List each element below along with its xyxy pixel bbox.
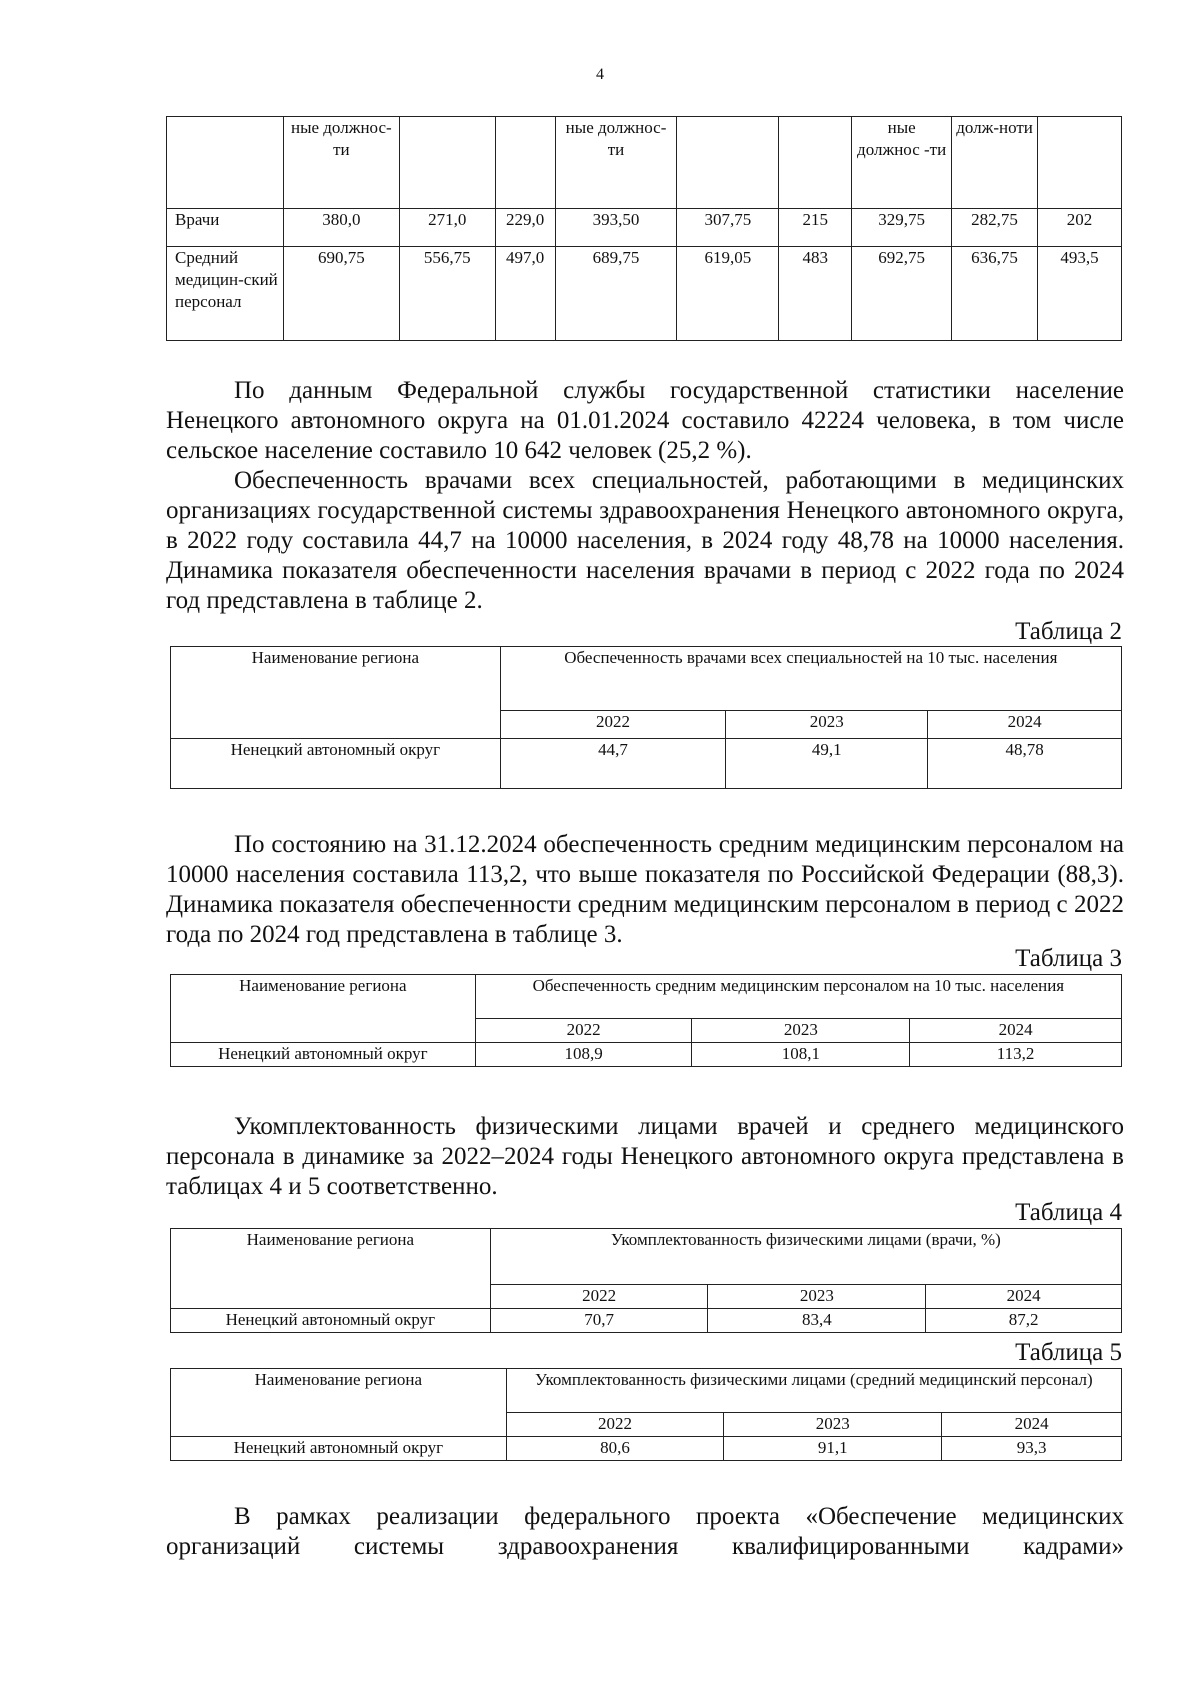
table-cell: 690,75 (283, 247, 399, 341)
table-cell: 282,75 (952, 209, 1038, 247)
year-header: 2024 (910, 1019, 1122, 1043)
paragraph-population: По данным Федеральной службы государственной статистики население Ненецкого автономного округа на 01.01.2024 составило 42224 человека, в том числе сельское население составило 10 642 человек (25,2 %). (166, 377, 1124, 464)
table-caption: Таблица 4 (1015, 1199, 1122, 1226)
table-row (171, 1437, 1122, 1461)
table-row (171, 739, 1122, 789)
table-cell: ные должнос-ти (555, 117, 677, 209)
table-cell: 271,0 (399, 209, 495, 247)
staff-table (166, 116, 1122, 341)
table-cell (1038, 117, 1122, 209)
region-header: Наименование региона (171, 1229, 491, 1309)
year-header: 2022 (500, 711, 726, 739)
year-header: 2024 (926, 1285, 1122, 1309)
paragraph-doctors: Обеспеченность врачами всех специальностей, работающими в медицинских организациях государственной системы здравоохранения Ненецкого автономного округа, в 2022 году составила 44,7 на 10000 населения, в 2024 году 48,78 на 10000 населения. Динамика показателя обеспеченности населения врачами в период с 2022 года по 2024 год представлена в таблице 2. (166, 467, 1124, 614)
year-header: 2023 (708, 1285, 926, 1309)
region-name: Ненецкий автономный округ (171, 1043, 476, 1067)
table-cell: 91,1 (724, 1437, 942, 1461)
doctors-provision-table (170, 646, 1122, 789)
region-header: Наименование региона (171, 975, 476, 1043)
table-cell: 493,5 (1038, 247, 1122, 341)
table-cell (677, 117, 779, 209)
table-cell: 108,1 (692, 1043, 910, 1067)
table-cell: 108,9 (475, 1043, 692, 1067)
table-cell: 70,7 (490, 1309, 708, 1333)
table-row (171, 1043, 1122, 1067)
nurses-staffing-table (170, 1368, 1122, 1461)
table-cell: 113,2 (910, 1043, 1122, 1067)
table-row (171, 1309, 1122, 1333)
paragraph-federal-project: В рамках реализации федерального проекта «Обеспечение медицинских организаций системы здравоохранения квалифицированными кадрами» (166, 1503, 1124, 1560)
table-cell: 329,75 (852, 209, 952, 247)
year-header: 2023 (726, 711, 928, 739)
table-cell: 497,0 (495, 247, 555, 341)
paragraph-staffing: Укомплектованность физическими лицами врачей и среднего медицинского персонала в динамике за 2022–2024 годы Ненецкого автономного округа представлена в таблицах 4 и 5 соответственно. (166, 1113, 1124, 1200)
table-cell: долж-ноти (952, 117, 1038, 209)
table-cell: 202 (1038, 209, 1122, 247)
region-name: Ненецкий автономный округ (171, 739, 501, 789)
table-cell (167, 117, 284, 209)
table-cell (779, 117, 852, 209)
year-header: 2022 (475, 1019, 692, 1043)
table-cell: 380,0 (283, 209, 399, 247)
table-cell: ные должнос-ти (283, 117, 399, 209)
table-cell: 83,4 (708, 1309, 926, 1333)
table-cell: 49,1 (726, 739, 928, 789)
table-cell: 619,05 (677, 247, 779, 341)
nurses-provision-table (170, 974, 1122, 1067)
table-cell (399, 117, 495, 209)
table-cell: 48,78 (928, 739, 1122, 789)
table-row (167, 247, 1122, 341)
table-cell: 93,3 (942, 1437, 1122, 1461)
row-label: Врачи (167, 209, 284, 247)
measure-header: Укомплектованность физическими лицами (врачи, %) (490, 1229, 1121, 1285)
table-cell: ные должнос -ти (852, 117, 952, 209)
table-caption: Таблица 5 (1015, 1339, 1122, 1366)
table-cell: 483 (779, 247, 852, 341)
region-name: Ненецкий автономный округ (171, 1437, 507, 1461)
table-cell: 44,7 (500, 739, 726, 789)
table-cell: 307,75 (677, 209, 779, 247)
table-cell: 689,75 (555, 247, 677, 341)
doctors-staffing-table (170, 1228, 1122, 1333)
year-header: 2024 (942, 1413, 1122, 1437)
paragraph-nurses: По состоянию на 31.12.2024 обеспеченность средним медицинским персоналом на 10000 населения составила 113,2, что выше показателя по Российской Федерации (88,3). Динамика показателя обеспеченности средним медицинским персоналом в период с 2022 года по 2024 год представлена в таблице 3. (166, 831, 1124, 948)
region-header: Наименование региона (171, 647, 501, 739)
year-header: 2023 (692, 1019, 910, 1043)
table-cell: 229,0 (495, 209, 555, 247)
table-cell: 692,75 (852, 247, 952, 341)
table-cell: 556,75 (399, 247, 495, 341)
measure-header: Обеспеченность врачами всех специальностей на 10 тыс. населения (500, 647, 1121, 711)
year-header: 2022 (490, 1285, 708, 1309)
table-cell: 215 (779, 209, 852, 247)
table-cell: 80,6 (506, 1437, 724, 1461)
measure-header: Укомплектованность физическими лицами (средний медицинский персонал) (506, 1369, 1121, 1413)
table-header-row (167, 117, 1122, 209)
year-header: 2023 (724, 1413, 942, 1437)
year-header: 2024 (928, 711, 1122, 739)
table-cell: 636,75 (952, 247, 1038, 341)
table-caption: Таблица 3 (1015, 945, 1122, 972)
measure-header: Обеспеченность средним медицинским персоналом на 10 тыс. населения (475, 975, 1121, 1019)
table-cell: 87,2 (926, 1309, 1122, 1333)
row-label: Средний медицин-ский персонал (167, 247, 284, 341)
region-name: Ненецкий автономный округ (171, 1309, 491, 1333)
table-cell: 393,50 (555, 209, 677, 247)
page-number: 4 (596, 66, 604, 83)
table-cell (495, 117, 555, 209)
year-header: 2022 (506, 1413, 724, 1437)
region-header: Наименование региона (171, 1369, 507, 1437)
table-caption: Таблица 2 (1015, 618, 1122, 645)
table-row (167, 209, 1122, 247)
